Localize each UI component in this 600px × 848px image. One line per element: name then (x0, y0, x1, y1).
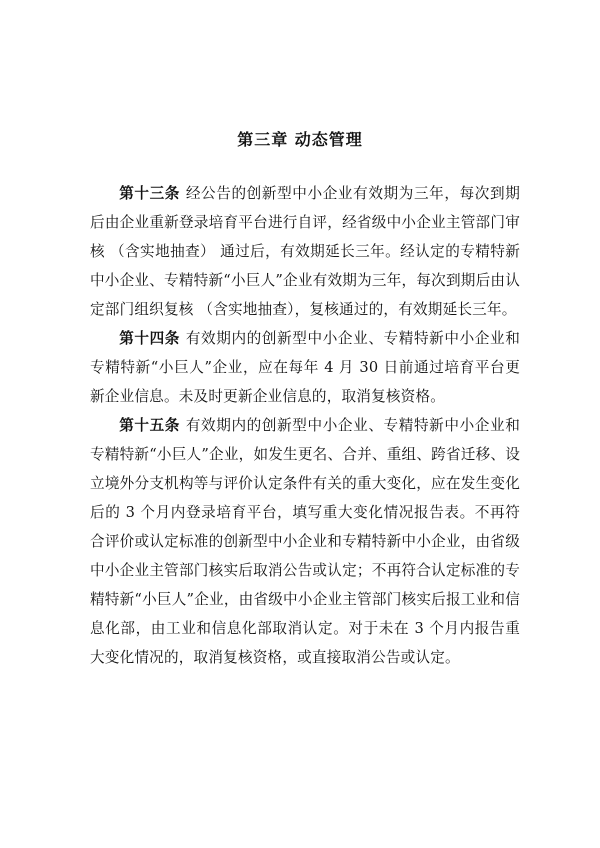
article-text: 有效期内的创新型中小企业、专精特新中小企业和专精特新“小巨人”企业，如发生更名、合并、重组、跨省迁移、设立境外分支机构等与评价认定条件有关的重大变化，应在发生变化后的 3 个月内登录培育平台，填写重大变化情况报告表。不再符合评价或认定标准的创新型中小企业和专精特新中小企业，由省级中小企业主管部门核实后取消公告或认定；不再符合认定标准的专精特新“小巨人”企业，由省级中小企业主管部门核实后报工业和信息化部，由工业和信息化部取消认定。对于未在 3 个月内报告重大变化情况的，取消复核资格，或直接取消公告或认定。 (90, 417, 520, 666)
chapter-title: 第三章 动态管理 (237, 130, 363, 149)
article-15 (90, 411, 520, 672)
article-number: 第十五条 (119, 417, 181, 434)
article-text: 有效期内的创新型中小企业、专精特新中小企业和专精特新“小巨人”企业，应在每年 4 月 30 日前通过培育平台更新企业信息。未及时更新企业信息的，取消复核资格。 (90, 330, 520, 405)
article-text: 经公告的创新型中小企业有效期为三年，每次到期后由企业重新登录培育平台进行自评，经省级中小企业主管部门审核 （含实地抽查） 通过后，有效期延长三年。经认定的专精特新中小企业、专精特新“小巨人”企业有效期为三年，每次到期后由认定部门组织复核 （含实地抽查），复核通过的，有效期延长三年。 (90, 185, 520, 318)
article-number: 第十四条 (119, 330, 181, 347)
article-14 (90, 324, 520, 411)
chapter-body (90, 179, 520, 672)
article-13 (90, 179, 520, 324)
article-number: 第十三条 (119, 185, 181, 202)
